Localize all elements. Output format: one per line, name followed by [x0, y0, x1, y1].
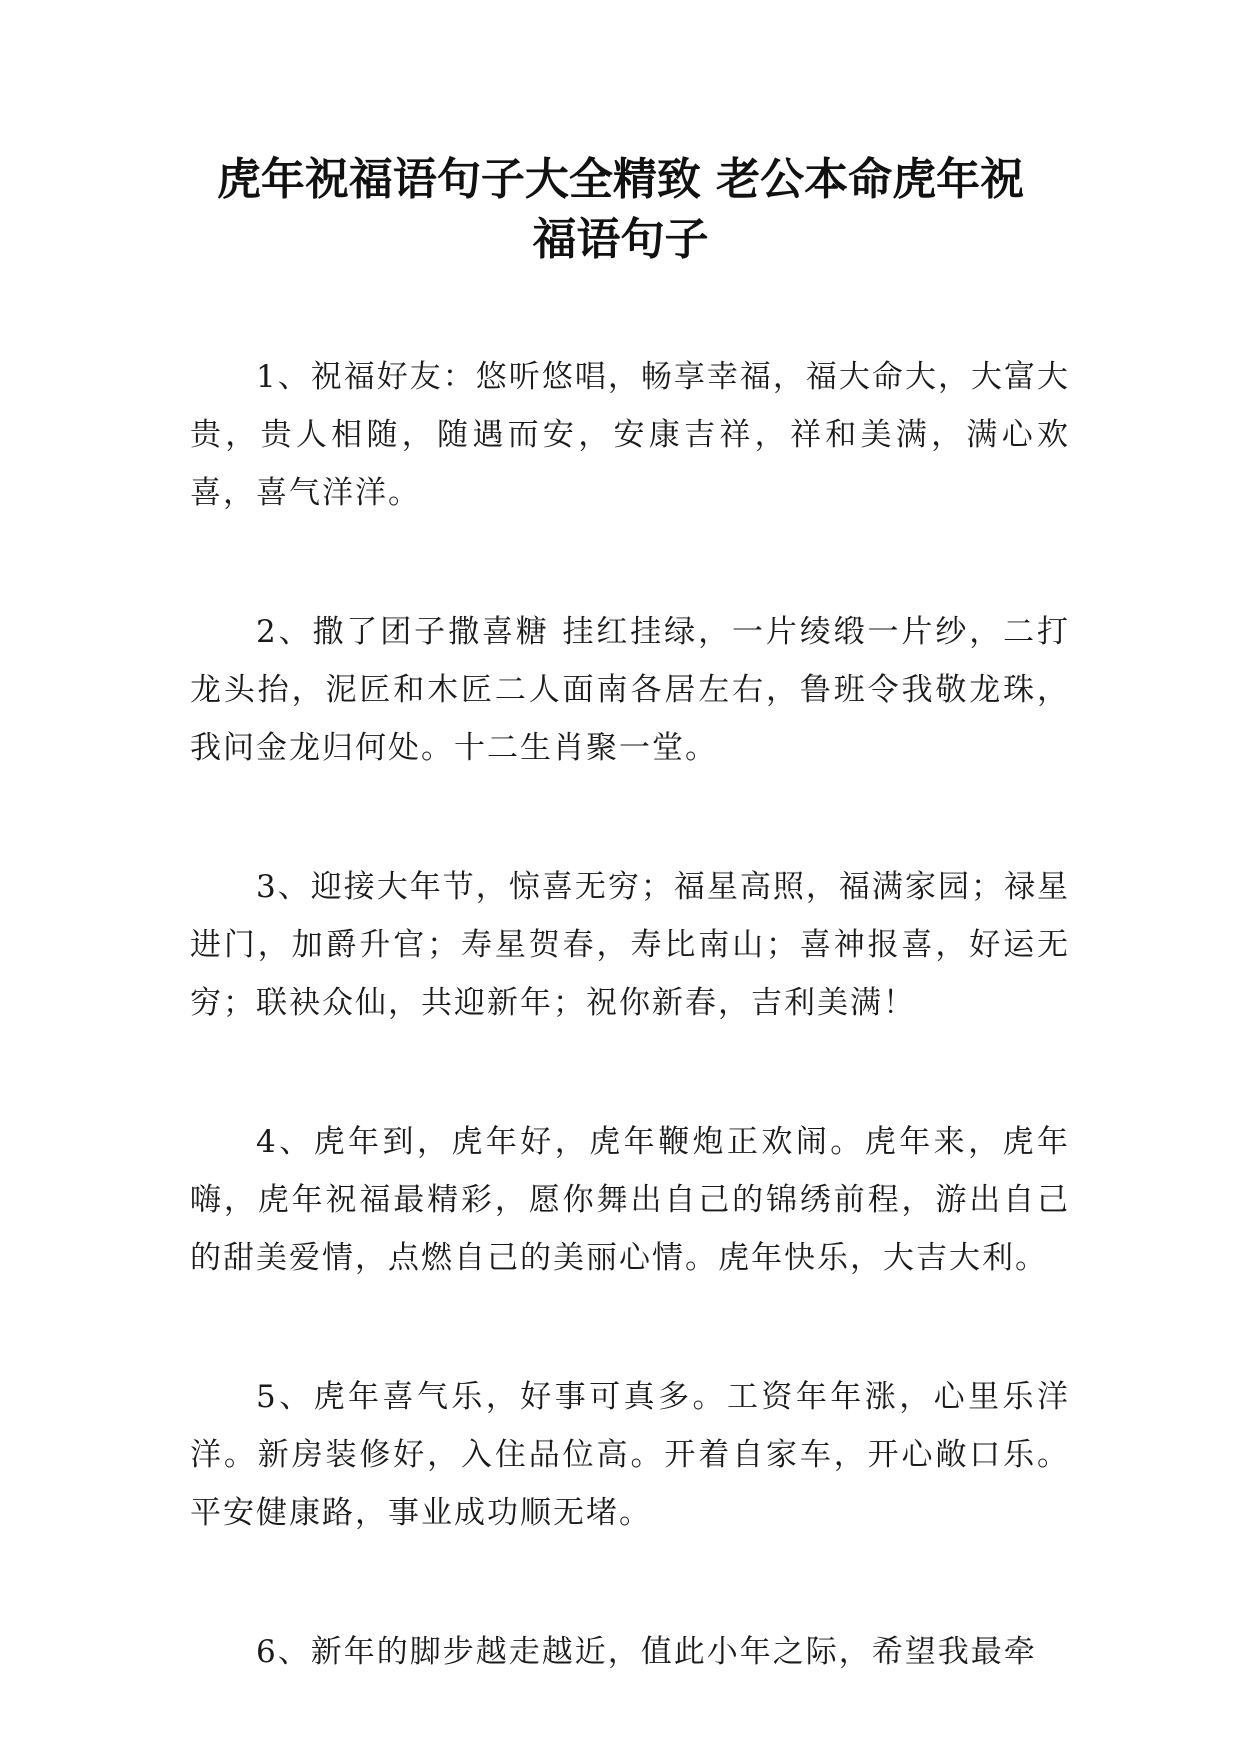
paragraph-1: 1、祝福好友：悠听悠唱，畅享幸福，福大命大，大富大贵，贵人相随，随遇而安，安康吉祥，祥和美满，满心欢喜，喜气洋洋。: [190, 359, 1070, 511]
paragraph-2: 2、撒了团子撒喜糖 挂红挂绿，一片绫缎一片纱，二打龙头抬，泥匠和木匠二人面南各居左右，鲁班令我敬龙珠，我问金龙归何处。十二生肖聚一堂。: [190, 614, 1070, 766]
title-line-2: 福语句子: [532, 214, 709, 265]
document-body: [190, 348, 1070, 1762]
paragraph-3: 3、迎接大年节，惊喜无穷；福星高照，福满家园；禄星进门，加爵升官；寿星贺春，寿比南山；喜神报喜，好运无穷；联袂众仙，共迎新年；祝你新春，吉利美满！: [190, 869, 1070, 1021]
paragraph-4: 4、虎年到，虎年好，虎年鞭炮正欢闹。虎年来，虎年嗨，虎年祝福最精彩，愿你舞出自己的锦绣前程，游出自己的甜美爱情，点燃自己的美丽心情。虎年快乐，大吉大利。: [190, 1124, 1070, 1276]
paragraph-6: 6、新年的脚步越走越近，值此小年之际，希望我最牵: [256, 1634, 1037, 1670]
document-title: [150, 150, 1091, 270]
title-line-1: 虎年祝福语句子大全精致 老公本命虎年祝: [216, 154, 1025, 205]
paragraph-5: 5、虎年喜气乐，好事可真多。工资年年涨，心里乐洋洋。新房装修好，入住品位高。开着自家车，开心敞口乐。平安健康路，事业成功顺无堵。: [190, 1379, 1070, 1531]
